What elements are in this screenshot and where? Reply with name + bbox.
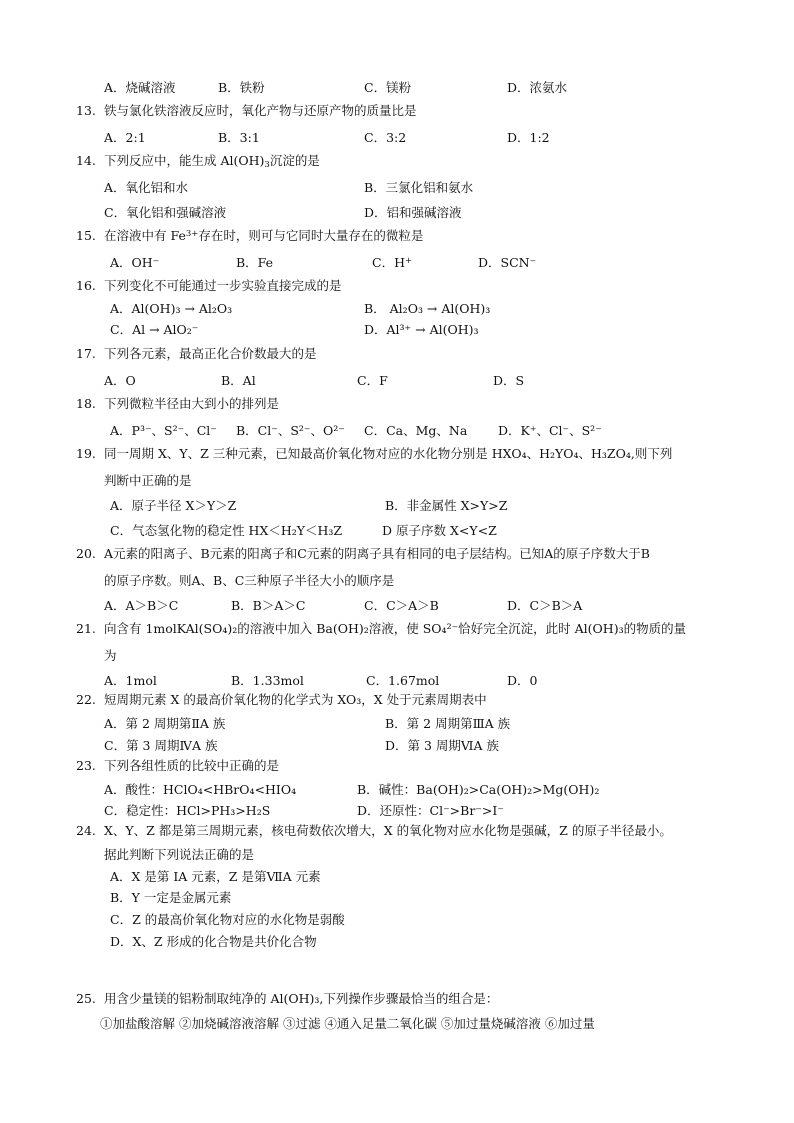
q14-stem-post: 沉淀的是 [269, 153, 320, 168]
q16-stem: 下列变化不可能通过一步实验直接完成的是 [104, 278, 342, 293]
q22-option-c: C．第 3 周期ⅣA 族 [104, 738, 218, 753]
q21-option-c: C．1.67mol [366, 673, 440, 688]
q22-option-b: B．第 2 周期第ⅢA 族 [385, 716, 511, 731]
q22-number: 22. [76, 692, 96, 707]
q25-stem: 用含少量镁的铝粉制取纯净的 Al(OH)₃,下列操作步骤最恰当的组合是： [104, 991, 499, 1006]
q14-option-a: A．氧化铝和水 [104, 180, 189, 195]
q16-number: 16. [76, 278, 96, 293]
q23-option-c: C．稳定性：HCl>PH₃>H₂S [104, 803, 271, 818]
q19-stem-line2: 判断中正确的是 [104, 473, 192, 488]
q16-option-b: B． Al₂O₃ → Al(OH)₃ [364, 301, 491, 316]
q24-option-a: A．X 是第 IA 元素，Z 是第ⅦA 元素 [110, 869, 321, 884]
q21-number: 21. [76, 621, 96, 636]
q22-option-a: A．第 2 周期第ⅡA 族 [104, 716, 226, 731]
q13-stem: 铁与氯化铁溶液反应时，氧化产物与还原产物的质量比是 [104, 103, 417, 118]
q15-option-c [372, 253, 412, 271]
q14-option-b: B．三氯化铝和氨水 [364, 180, 474, 195]
q21-stem-line2: 为 [104, 648, 117, 663]
q21-option-b: B．1.33mol [231, 673, 304, 688]
q18-stem: 下列微粒半径由大到小的排列是 [104, 396, 280, 411]
q20-option-b: B．B＞A＞C [231, 598, 306, 613]
q24-stem-line1: X、Y、Z 都是第三周期元素，核电荷数依次增大，X 的氧化物对应水化物是强碱，Z 的原子半径最小。 [104, 823, 672, 838]
q19-option-a: A．原子半径 X＞Y＞Z [110, 498, 237, 513]
q14-stem [104, 153, 320, 169]
q19-option-d: D 原子序数 X<Y<Z [382, 523, 497, 538]
q17-option-c: C．F [357, 373, 388, 388]
q24-option-c: C．Z 的最高价氧化物对应的水化物是弱酸 [110, 912, 345, 927]
q15-option-d: D．SCN⁻ [478, 255, 537, 270]
q16-option-d: D．Al³⁺ → Al(OH)₃ [364, 322, 479, 337]
q12-option-c: C．镁粉 [364, 80, 412, 95]
q18-option-a: A．P³⁻、S²⁻、Cl⁻ [110, 423, 217, 438]
q24-option-d: D．X、Z 形成的化合物是共价化合物 [110, 934, 317, 949]
q13-option-b: B．3:1 [218, 130, 260, 145]
q23-option-b: B．碱性：Ba(OH)₂>Ca(OH)₂>Mg(OH)₂ [357, 782, 600, 797]
q16-option-a: A．Al(OH)₃ → Al₂O₃ [110, 301, 233, 316]
q17-option-b: B．Al [221, 373, 256, 388]
q13-option-c: C．3:2 [364, 130, 407, 145]
q13-option-a: A．2:1 [104, 130, 146, 145]
q17-option-d: D．S [493, 373, 525, 388]
q17-stem: 下列各元素，最高正化合价数最大的是 [104, 346, 317, 361]
q14-option-d: D．铝和强碱溶液 [364, 205, 462, 220]
q15-stem-post: 存在时，则可与它同时大量存在的微粒是 [198, 228, 424, 243]
q15-number: 15. [76, 228, 96, 243]
q20-option-d: D．C＞B＞A [507, 598, 583, 613]
q13-number: 13. [76, 103, 96, 118]
q19-stem-line1: 同一周期 X、Y、Z 三种元素，已知最高价氧化物对应的水化物分别是 HXO₄、H₂YO₄、H₃ZO₄,则下列 [104, 446, 673, 461]
q15-option-a: A．OH⁻ [110, 255, 160, 270]
q15-stem-pre: 在溶液中有 Fe [104, 228, 186, 243]
q12-option-a: A．烧碱溶液 [104, 80, 176, 95]
q15-stem [104, 228, 423, 244]
q17-number: 17. [76, 346, 96, 361]
q24-stem-line2: 据此判断下列说法正确的是 [104, 847, 255, 862]
q14-stem-pre: 下列反应中，能生成 Al(OH) [104, 153, 265, 168]
q25-steps: ①加盐酸溶解 ②加烧碱溶液溶解 ③过滤 ④通入足量二氧化碳 ⑤加过量烧碱溶液 ⑥加过量 [100, 1016, 595, 1031]
q19-number: 19. [76, 446, 96, 461]
q20-option-c: C．C＞A＞B [364, 598, 439, 613]
q14-stem-sub: 3 [264, 160, 270, 170]
q20-option-a: A．A＞B＞C [104, 598, 179, 613]
q19-option-b: B．非金属性 X>Y>Z [385, 498, 508, 513]
q14-option-c: C．氧化铝和强碱溶液 [104, 205, 227, 220]
q24-number: 24. [76, 823, 96, 838]
q24-option-b: B．Y 一定是金属元素 [110, 890, 232, 905]
q15-option-c-sup: + [404, 256, 413, 266]
q18-number: 18. [76, 396, 96, 411]
q21-option-d: D．0 [507, 673, 538, 688]
q12-option-d: D．浓氨水 [507, 80, 568, 95]
q18-option-d: D．K⁺、Cl⁻、S²⁻ [498, 423, 602, 438]
q21-stem-line1: 向含有 1molKAl(SO₄)₂的溶液中加入 Ba(OH)₂溶液，使 SO₄²⁻恰好完全沉淀，此时 Al(OH)₃的物质的量 [104, 621, 687, 636]
q23-stem: 下列各组性质的比较中正确的是 [104, 758, 280, 773]
q13-option-d: D．1:2 [507, 130, 550, 145]
q15-stem-sup: 3+ [185, 229, 199, 239]
q23-option-a: A．酸性：HClO₄<HBrO₄<HIO₄ [104, 782, 297, 797]
q23-number: 23. [76, 758, 96, 773]
q23-option-d: D．还原性：Cl⁻>Br⁻>I⁻ [357, 803, 504, 818]
q20-stem-line2: 的原子序数。则A、B、C三种原子半径大小的顺序是 [104, 573, 395, 588]
q25-number: 25. [76, 991, 96, 1006]
q15-option-b: B．Fe [236, 255, 274, 270]
q14-number: 14. [76, 153, 96, 168]
q16-option-c: C．Al → AlO₂⁻ [110, 322, 199, 337]
q12-option-b: B．铁粉 [218, 80, 265, 95]
q17-option-a: A．O [104, 373, 136, 388]
q19-option-c: C．气态氢化物的稳定性 HX＜H₂Y＜H₃Z [110, 523, 343, 538]
q22-option-d: D．第 3 周期ⅥA 族 [385, 738, 499, 753]
q21-option-a: A．1mol [104, 673, 157, 688]
q18-option-b: B．Cl⁻、S²⁻、O²⁻ [236, 423, 345, 438]
q22-stem: 短周期元素 X 的最高价氧化物的化学式为 XO₃，X 处于元素周期表中 [104, 692, 487, 707]
q20-number: 20. [76, 546, 96, 561]
q15-option-c-text: C．H [372, 255, 405, 270]
q20-stem-line1: A元素的阳离子、B元素的阳离子和C元素的阴离子具有相同的电子层结构。已知A的原子序数大于B [104, 546, 650, 561]
q18-option-c: C．Ca、Mg、Na [364, 423, 468, 438]
